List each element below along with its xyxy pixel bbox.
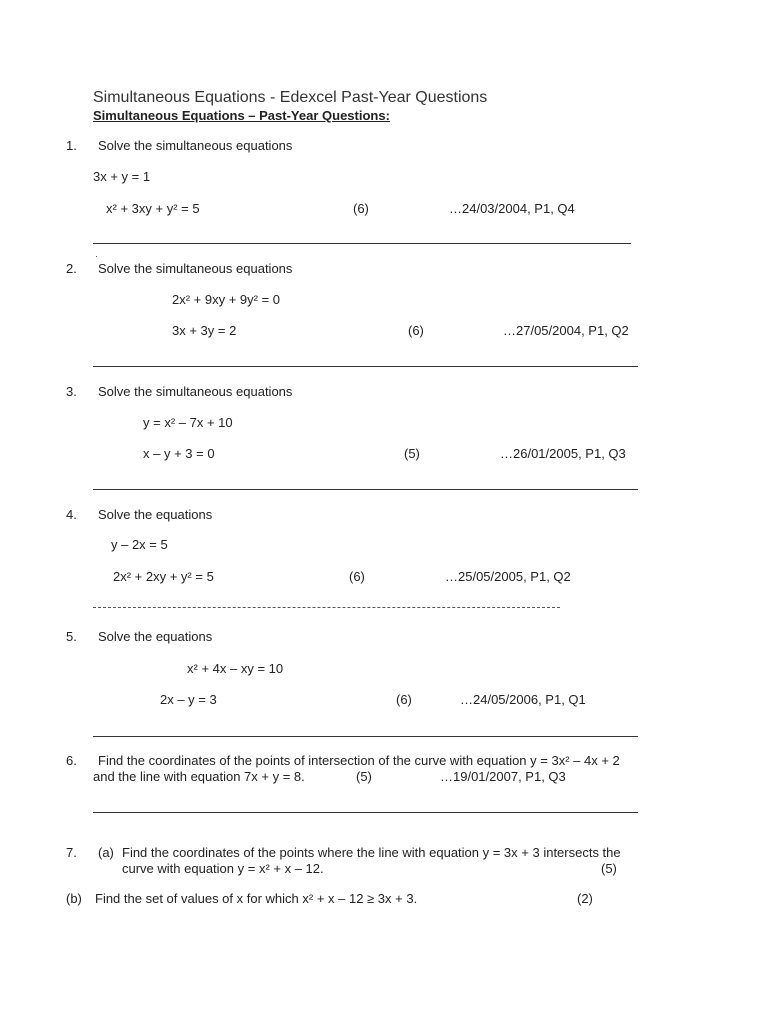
part-a-text: Find the coordinates of the points where the line with equation y = 3x + 3 intersects the: [122, 845, 621, 860]
question-prompt: Solve the equations: [98, 629, 213, 644]
marks: (2): [577, 891, 593, 906]
marks: (6): [349, 569, 365, 584]
question-number: 1.: [66, 138, 77, 153]
page-title: Simultaneous Equations - Edexcel Past-Year Questions: [93, 89, 488, 106]
question-number: 4.: [66, 507, 77, 522]
equation: y – 2x = 5: [111, 537, 168, 552]
question-reference: …27/05/2004, P1, Q2: [503, 323, 629, 338]
question-number: 7.: [66, 845, 77, 860]
equation: x – y + 3 = 0: [143, 446, 215, 461]
marks: (6): [396, 692, 412, 707]
question-reference: …24/05/2006, P1, Q1: [460, 692, 586, 707]
part-label: (b): [66, 891, 82, 906]
question-prompt: Solve the simultaneous equations: [98, 261, 293, 276]
separator-line: [93, 812, 638, 813]
separator-line: [93, 366, 638, 367]
stray-dot: [96, 256, 97, 257]
separator-line: [93, 736, 638, 737]
part-b-text: Find the set of values of x for which x² + x – 12 ≥ 3x + 3.: [95, 891, 418, 906]
equation: 2x – y = 3: [160, 692, 217, 707]
part-label: (a): [98, 845, 114, 860]
question-prompt: Solve the equations: [98, 507, 213, 522]
question-prompt: Solve the simultaneous equations: [98, 384, 293, 399]
marks: (5): [404, 446, 420, 461]
question-number: 6.: [66, 753, 77, 768]
marks: (5): [601, 861, 617, 876]
marks: (6): [353, 201, 369, 216]
question-prompt: Solve the simultaneous equations: [98, 138, 293, 153]
equation: x² + 4x – xy = 10: [187, 661, 284, 676]
marks: (5): [356, 769, 372, 784]
equation: x² + 3xy + y² = 5: [106, 201, 200, 216]
question-number: 3.: [66, 384, 77, 399]
separator-line: [93, 489, 638, 490]
part-a-text-continued: curve with equation y = x² + x – 12.: [122, 861, 324, 876]
question-reference: …25/05/2005, P1, Q2: [445, 569, 571, 584]
question-reference: …19/01/2007, P1, Q3: [440, 769, 566, 784]
question-prompt: Find the coordinates of the points of intersection of the curve with equation y = 3x² – 4x + 2: [98, 753, 620, 768]
question-number: 5.: [66, 629, 77, 644]
marks: (6): [408, 323, 424, 338]
equation: 2x² + 9xy + 9y² = 0: [172, 292, 281, 307]
equation: 3x + 3y = 2: [172, 323, 237, 338]
separator-line: [93, 243, 631, 244]
equation: y = x² – 7x + 10: [143, 415, 233, 430]
equation: 2x² + 2xy + y² = 5: [113, 569, 214, 584]
page-subtitle: Simultaneous Equations – Past-Year Questions:: [93, 108, 390, 123]
separator-dashed-line: [93, 607, 560, 608]
question-prompt-continued: and the line with equation 7x + y = 8.: [93, 769, 305, 784]
equation: 3x + y = 1: [93, 169, 151, 184]
question-number: 2.: [66, 261, 77, 276]
question-reference: …24/03/2004, P1, Q4: [449, 201, 575, 216]
question-reference: …26/01/2005, P1, Q3: [500, 446, 626, 461]
